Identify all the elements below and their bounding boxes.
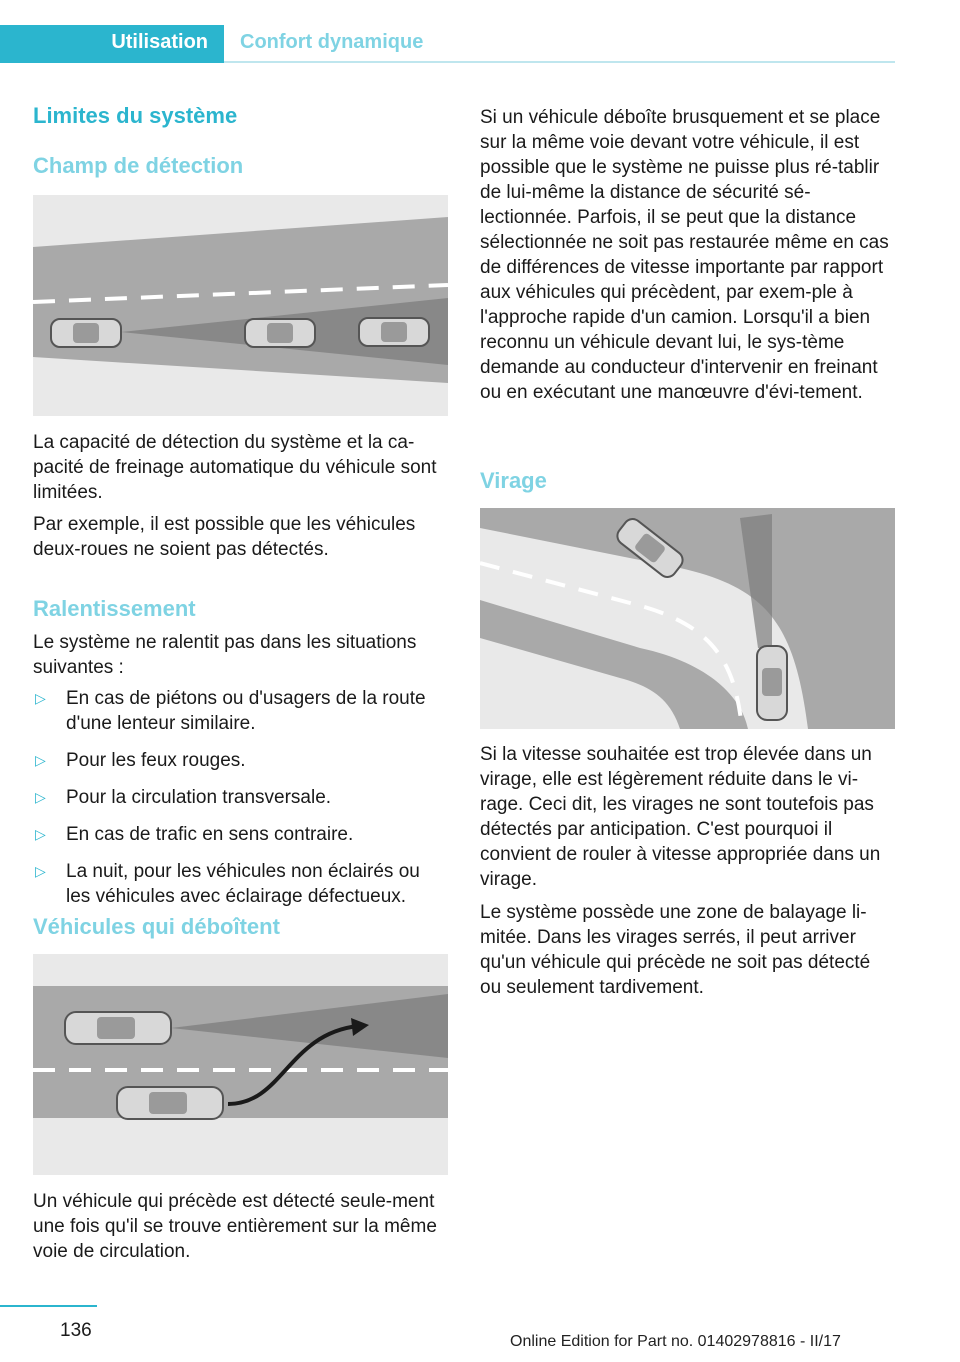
cut-in-paragraph: Un véhicule qui précède est détecté seule‐ment une fois qu'il se trouve entièrement sur la même voie de circulation. [33,1191,437,1262]
figure-detection-range [33,195,448,416]
list-item [33,822,448,847]
bullet-triangle-icon: ▷ [35,863,46,879]
list-item [33,785,448,810]
detection-paragraph-1: La capacité de détection du système et la ca‐pacité de freinage automatique du véhicule sont limitées. [33,432,437,503]
bullet-triangle-icon: ▷ [35,789,46,805]
road-edge [480,600,748,729]
page-header [0,25,895,63]
bullet-triangle-icon: ▷ [35,690,46,706]
list-item [33,748,448,773]
slowdown-intro: Le système ne ralentit pas dans les situations suivantes : [33,632,417,678]
list-item-text: Pour les feux rouges. [66,750,246,771]
heading-detection-range: Champ de détection [33,153,244,178]
curve-paragraph-1: Si la vitesse souhaitée est trop élevée dans un virage, elle est légèrement réduite dans le vi‐rage. Ceci dit, les virages ne sont toutefois pas détectés par anticipation. C'est pourquoi il convient de rouler à vitesse appropriée dans un virage. [480,744,881,890]
list-item [33,859,448,909]
edition-line: Online Edition for Part no. 01402978816 - II/17 [510,1333,841,1350]
detection-paragraph-2: Par exemple, il est possible que les véhicules deux-roues ne soient pas détectés. [33,514,416,560]
list-item-text: En cas de piétons ou d'usagers de la route d'une lenteur similaire. [66,688,426,734]
list-item [33,686,448,736]
list-item-text: En cas de trafic en sens contraire. [66,824,354,845]
section-tab [0,25,224,63]
header-divider [224,61,895,63]
bullet-triangle-icon: ▷ [35,752,46,768]
figure-curve [480,508,895,729]
heading-slowdown: Ralentissement [33,596,196,621]
heading-system-limits: Limites du système [33,103,238,128]
slowdown-list [33,686,448,909]
list-item-text: La nuit, pour les véhicules non éclairés ou les véhicules avec éclairage défectueux. [66,861,420,907]
section-label: Utilisation [111,31,208,53]
page-number: 136 [60,1320,92,1341]
subsection-label: Confort dynamique [240,31,424,53]
list-item-text: Pour la circulation transversale. [66,787,332,808]
own-vehicle [51,319,121,347]
vehicle-ahead-1 [245,319,315,347]
figure-cut-in [33,954,448,1175]
cutting-in-vehicle [117,1087,223,1119]
heading-cut-in-vehicles: Véhicules qui déboîtent [33,914,280,939]
cut-in-paragraph-continued: Si un véhicule déboîte brusquement et se place sur la même voie devant votre véhicule, il est possible que le système ne puisse plus ré‐tablir de lui-même la distance de sécurité sé‐lectionnée. Parfois, il se peut que la distance sélectionnée ne soit pas restaurée même en cas de différences de vitesse importante par rapport aux véhicules qui précèdent, par exem‐ple à l'approche rapide d'un camion. Lorsqu'il a bien reconnu un véhicule devant lui, le sys‐tème demande au conducteur d'intervenir en freinant ou en exécutant une manœuvre d'évi‐tement. [480,107,889,403]
own-vehicle [757,646,787,720]
footer-divider [0,1305,97,1307]
heading-curve: Virage [480,468,547,493]
bullet-triangle-icon: ▷ [35,826,46,842]
vehicle-ahead-2 [359,318,429,346]
own-vehicle [65,1012,171,1044]
curve-paragraph-2: Le système possède une zone de balayage li‐mitée. Dans les virages serrés, il peut arriver qu'un véhicule qui précède ne soit pas détecté ou seulement tardivement. [480,902,871,998]
